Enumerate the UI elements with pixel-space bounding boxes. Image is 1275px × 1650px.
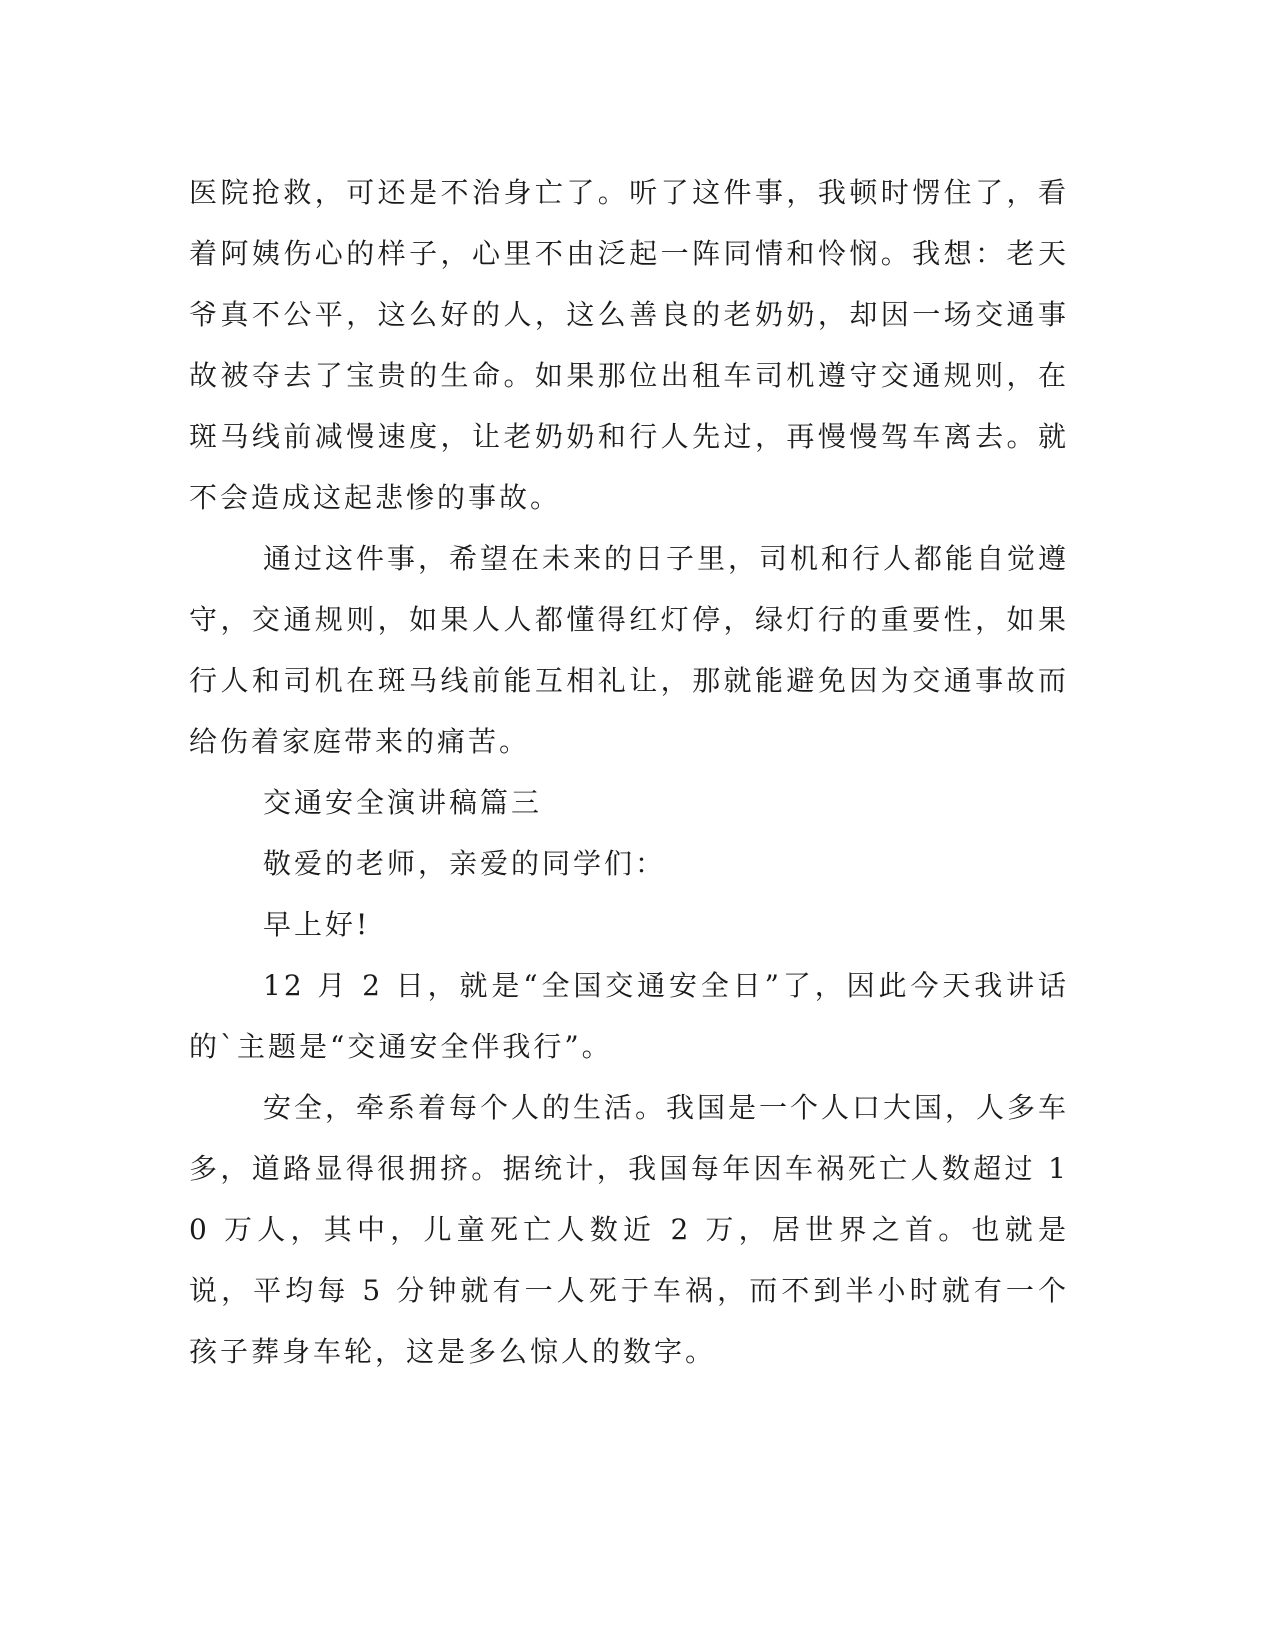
salutation: 敬爱的老师，亲爱的同学们：	[263, 847, 667, 880]
section-heading: 交通安全演讲稿篇三	[263, 786, 543, 819]
paragraph-topic: 12 月 2 日，就是“全国交通安全日”了，因此今天我讲话的`主题是“交通安全伴我行”。	[189, 969, 1069, 1063]
paragraph-story-conclusion: 医院抢救，可还是不治身亡了。听了这件事，我顿时愣住了，看着阿姨伤心的样子，心里不由泛起一阵同情和怜悯。我想：老天爷真不公平，这么好的人，这么善良的老奶奶，却因一场交通事故被夺去了宝贵的生命。如果那位出租车司机遵守交通规则，在斑马线前减慢速度，让老奶奶和行人先过，再慢慢驾车离去。就不会造成这起悲惨的事故。	[189, 176, 1069, 514]
body-text	[189, 162, 1069, 1382]
greeting: 早上好!	[263, 908, 371, 941]
paragraph-hope: 通过这件事，希望在未来的日子里，司机和行人都能自觉遵守，交通规则，如果人人都懂得红灯停，绿灯行的重要性，如果行人和司机在斑马线前能互相礼让，那就能避免因为交通事故而给伤着家庭带来的痛苦。	[189, 542, 1070, 758]
paragraph-statistics: 安全，牵系着每个人的生活。我国是一个人口大国，人多车多，道路显得很拥挤。据统计，我国每年因车祸死亡人数超过 10 万人，其中，儿童死亡人数近 2 万，居世界之首。也就是说，平均每 5 分钟就有一人死于车祸，而不到半小时就有一个孩子葬身车轮，这是多么惊人的数字。	[189, 1091, 1070, 1368]
